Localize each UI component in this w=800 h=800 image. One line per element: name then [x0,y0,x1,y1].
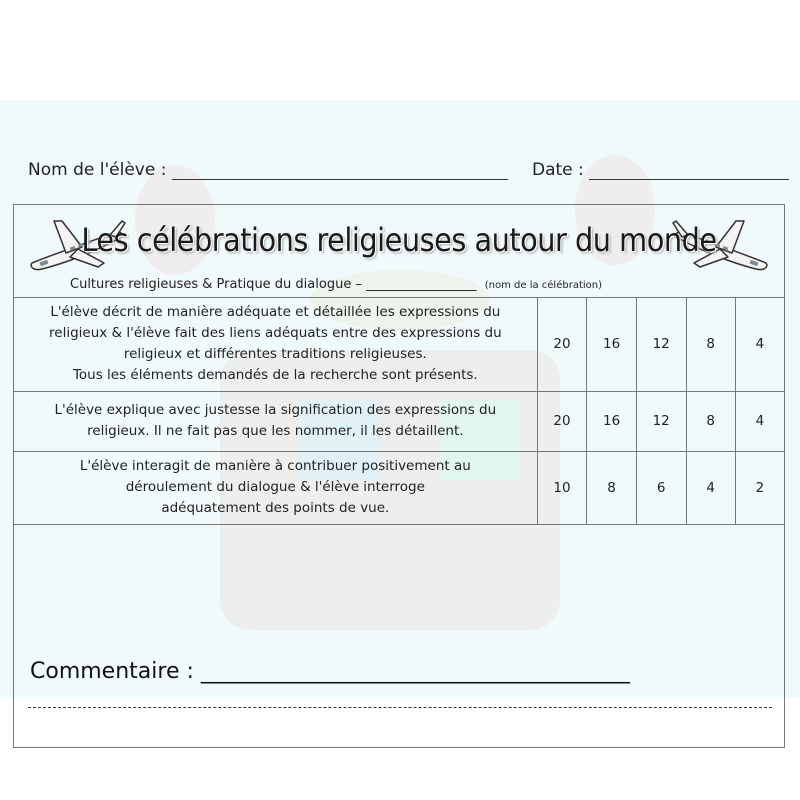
date-field[interactable] [532,160,789,180]
score-cell[interactable]: 4 [735,297,784,391]
criterion-line: L'élève explique avec justesse la signification des expressions du [54,402,497,418]
score-cell[interactable]: 2 [735,451,784,524]
criterion-line: religieux. Il ne fait pas que les nommer, il les détaillent. [87,423,464,439]
criterion-line: L'élève interagit de manière à contribuer positivement au [79,458,471,474]
table-row [14,391,784,451]
score-cell[interactable]: 6 [636,451,686,524]
criterion-line: Tous les éléments demandés de la recherche sont présents. [72,366,478,383]
criterion-cell [14,297,537,391]
score-cell[interactable]: 16 [587,297,637,391]
celebration-blank[interactable]: _________________ [366,277,477,292]
subtitle [70,277,602,292]
score-cell[interactable]: 8 [686,391,735,451]
student-name-field[interactable] [28,160,508,180]
score-cell[interactable]: 4 [735,391,784,451]
score-cell[interactable]: 20 [537,391,587,451]
score-cell[interactable]: 12 [636,391,686,451]
title-area [14,205,784,298]
score-cell[interactable]: 20 [537,297,587,391]
date-blank[interactable] [589,179,789,180]
comment-line-1[interactable]: _______________________________________ [200,659,630,684]
rubric-table [14,297,784,525]
criterion-cell [14,391,537,451]
subtitle-note: (nom de la célébration) [484,280,602,291]
criterion-line: religieux & l'élève fait des liens adéquats entre des expressions du [49,324,502,341]
student-name-label: Nom de l'élève : [28,160,167,180]
comment-field[interactable] [30,659,630,684]
student-name-blank[interactable] [172,179,508,180]
criterion-line: déroulement du dialogue & l'élève interroge [125,479,425,495]
criterion-line: religieux et différentes traditions religieuses. [123,345,427,362]
page-title: Les célébrations religieuses autour du monde [81,221,717,259]
date-label: Date : [532,160,584,180]
score-cell[interactable]: 8 [686,297,735,391]
criterion-line: adéquatement des points de vue. [161,500,390,516]
rubric-sheet [0,100,800,698]
rubric-frame [13,204,785,748]
score-cell[interactable]: 16 [587,391,637,451]
criterion-cell [14,451,537,524]
score-cell[interactable]: 8 [587,451,637,524]
comment-label: Commentaire : [30,659,194,684]
table-row [14,451,784,524]
score-cell[interactable]: 12 [636,297,686,391]
score-cell[interactable]: 10 [537,451,587,524]
criterion-line: L'élève décrit de manière adéquate et détaillée les expressions du [50,303,501,320]
table-row [14,297,784,391]
subtitle-text: Cultures religieuses & Pratique du dialogue – [70,277,362,292]
score-cell[interactable]: 4 [686,451,735,524]
comment-line-2[interactable] [28,707,772,708]
